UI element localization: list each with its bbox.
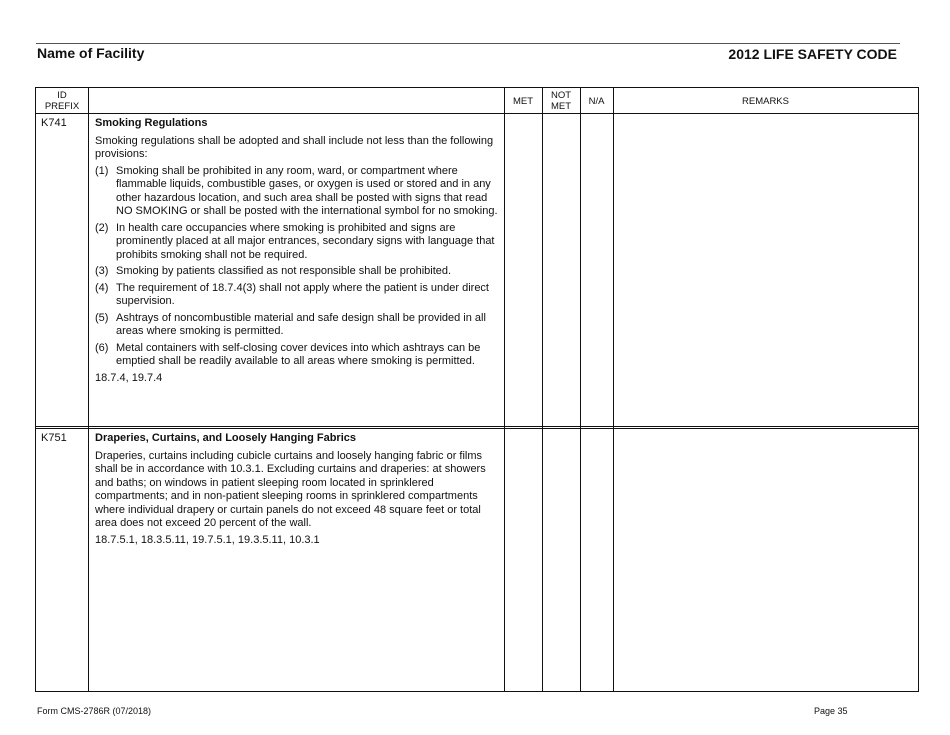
not-met-line2: MET — [550, 101, 572, 112]
provision-item — [95, 265, 503, 279]
provision-number: (2) — [95, 221, 109, 234]
requirement-references: 18.7.5.1, 18.3.5.11, 19.7.5.1, 19.3.5.11, 10.3.1 — [95, 533, 320, 546]
column-divider — [580, 88, 581, 691]
provision-number: (5) — [95, 311, 109, 324]
provision-text: The requirement of 18.7.4(3) shall not apply where the patient is under direct supervision. — [116, 281, 489, 307]
id-prefix-line2: PREFIX — [44, 101, 80, 112]
provision-item — [95, 222, 503, 263]
page-number: Page 35 — [814, 706, 848, 716]
provision-number: (1) — [95, 164, 109, 177]
header-id-prefix — [36, 88, 88, 114]
row-id: K741 — [41, 117, 67, 129]
provision-item — [95, 282, 503, 309]
provision-text: Smoking shall be prohibited in any room, ward, or compartment where flammable liquids, combustible gases, or oxygen is used or stored and in any other hazardous location, and such area shall be posted with signs that read NO SMOKING or shall be posted with the international symbol for no smoking. — [116, 164, 498, 217]
requirement-k751 — [95, 432, 503, 550]
header-met: MET — [504, 88, 542, 114]
row-divider — [36, 426, 918, 427]
requirement-references: 18.7.4, 19.7.4 — [95, 371, 163, 384]
provision-text: Metal containers with self-closing cover devices into which ashtrays can be emptied shall be readily available to all areas where smoking is permitted. — [116, 341, 481, 367]
form-number: Form CMS-2786R (07/2018) — [37, 706, 152, 716]
row-id: K751 — [41, 432, 67, 444]
not-met-line1: NOT — [550, 90, 572, 101]
column-divider — [542, 88, 543, 691]
provision-text: Ashtrays of noncombustible material and safe design shall be provided in all areas where smoking is permitted. — [116, 311, 486, 337]
provision-number: (6) — [95, 341, 109, 354]
provision-number: (3) — [95, 265, 109, 277]
requirement-title: Draperies, Curtains, and Loosely Hanging Fabrics — [95, 432, 357, 444]
requirement-k741 — [95, 117, 503, 388]
header-not-met — [542, 88, 580, 114]
row-divider — [36, 428, 918, 429]
provision-text: In health care occupancies where smoking is prohibited and signs are prominently placed at all major entrances, secondary signs with language that prohibits smoking shall not be required. — [116, 221, 495, 261]
header-remarks: REMARKS — [613, 88, 918, 114]
requirement-title: Smoking Regulations — [95, 117, 208, 129]
provision-number: (4) — [95, 281, 109, 294]
header-na: N/A — [580, 88, 613, 114]
code-title: 2012 LIFE SAFETY CODE — [728, 46, 897, 62]
provision-text: Smoking by patients classified as not responsible shall be prohibited. — [116, 265, 452, 277]
provision-item — [95, 312, 503, 339]
requirement-intro: Draperies, curtains including cubicle curtains and loosely hanging fabric or films shall be in accordance with 10.3.1. Excluding curtains and draperies: at showers and baths; on windows in patient sleeping room located in sprinklered compartments; and in non-patient sleeping rooms in sprinklered compartments where individual drapery or curtain panels do not exceed 48 square feet or total area does not exceed 20 percent of the wall. — [95, 449, 486, 529]
header-requirement — [88, 88, 504, 114]
column-divider — [613, 88, 614, 691]
provision-item — [95, 342, 503, 369]
column-divider — [504, 88, 505, 691]
inspection-table — [35, 87, 919, 692]
requirement-intro: Smoking regulations shall be adopted and shall include not less than the following provisions: — [95, 134, 494, 160]
id-prefix-line1: ID — [57, 90, 67, 101]
facility-name-label: Name of Facility — [37, 45, 145, 61]
header-rule — [36, 43, 900, 44]
column-divider — [88, 88, 89, 691]
provision-item — [95, 165, 503, 219]
